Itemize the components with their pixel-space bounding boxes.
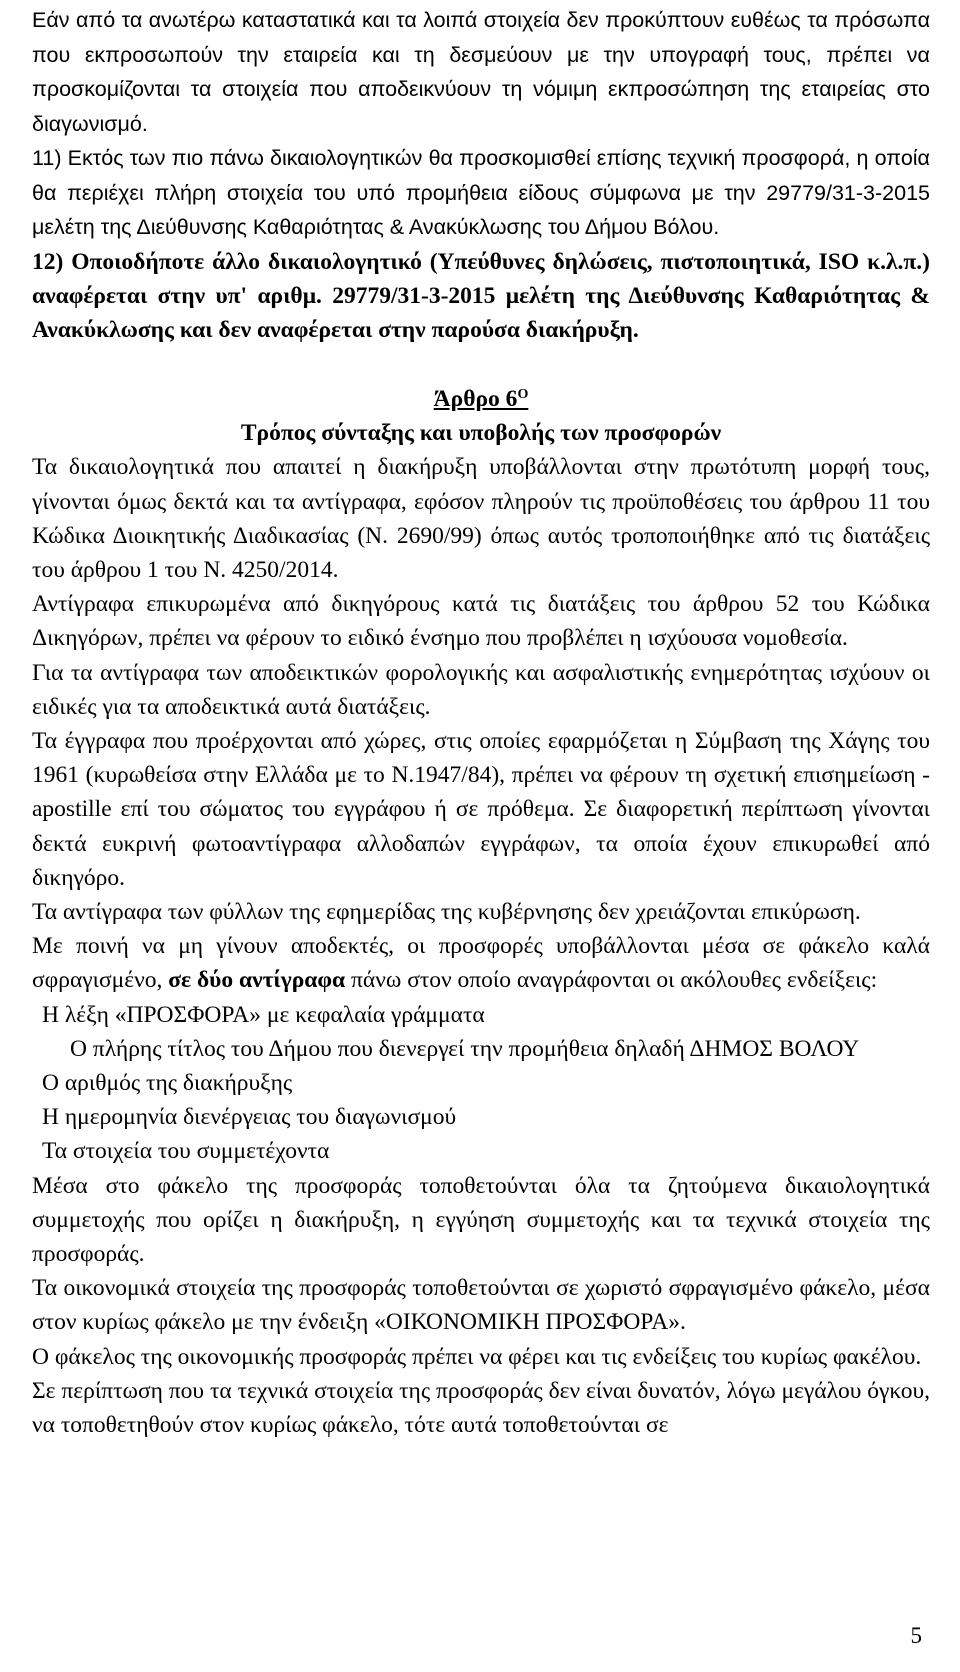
article-title-text: Άρθρο 6 (433, 386, 518, 412)
paragraph-10: Σε περίπτωση που τα τεχνικά στοιχεία της προσφοράς δεν είναι δυνατόν, λόγω μεγάλου όγκου, να τοποθετηθούν στον κυρίως φάκελο, τότε αυτά τοποθετούνται σε (32, 1377, 930, 1439)
indication-4: Η ημερομηνία διενέργειας του διαγωνισμού (42, 1104, 457, 1131)
intro-paragraph: Εάν από τα ανωτέρω καταστατικά και τα λοιπά στοιχεία δεν προκύπτουν ευθέως τα πρόσωπα που εκπροσωπούν την εταιρεία και τη δεσμεύουν με την υπογραφή τους, πρέπει να προσκομίζονται τα στοιχεία που αποδεικνύουν τη νόμιμη εκπροσώπηση της εταιρείας στο διαγωνισμό. (32, 8, 930, 136)
article-heading (32, 378, 930, 416)
article-title-superscript: Ο (517, 387, 529, 402)
item-12-paragraph: 12) Οποιοδήποτε άλλο δικαιολογητικό (Υπεύθυνες δηλώσεις, πιστοποιητικά, ISO κ.λ.π.) αναφέρεται στην υπ' αριθμ. 29779/31-3-2015 μελέτη της Διεύθυνσης Καθαριότητας & Ανακύκλωσης και δεν αναφέρεται στην παρούσα διακήρυξη. (32, 248, 930, 343)
paragraph-9: Ο φάκελος της οικονομικής προσφοράς πρέπει να φέρει και τις ενδείξεις του κυρίως φακέλου. (32, 1343, 922, 1370)
paragraph-5: Τα αντίγραφα των φύλλων της εφημερίδας της κυβέρνησης δεν χρειάζονται επικύρωση. (32, 899, 861, 926)
paragraph-8: Τα οικονομικά στοιχεία της προσφοράς τοποθετούνται σε χωριστό σφραγισμένο φάκελο, μέσα στον κυρίως φάκελο με την ένδειξη «ΟΙΚΟΝΟΜΙΚΗ ΠΡΟΣΦΟΡΑ». (32, 1275, 930, 1336)
paragraph-2: Αντίγραφα επικυρωμένα από δικηγόρους κατά τις διατάξεις του άρθρου 52 του Κώδικα Δικηγόρων, πρέπει να φέρουν το ειδικό ένσημο που προβλέπει η ισχύουσα νομοθεσία. (32, 591, 930, 652)
paragraph-4: Τα έγγραφα που προέρχονται από χώρες, στις οποίες εφαρμόζεται η Σύμβαση της Χάγης του 1961 (κυρωθείσα στην Ελλάδα με το Ν.1947/84), πρέπει να φέρουν τη σχετική επισημείωση -apostille επί του σώματος του εγγράφου ή σε πρόθεμα. Σε διαφορετική περίπτωση γίνονται δεκτά ευκρινή φωτοαντίγραφα αλλοδαπών εγγράφων, τα οποία έχουν επικυρωθεί από δικηγόρο. (32, 728, 930, 891)
page-number: 5 (910, 1623, 922, 1648)
article-section (32, 378, 930, 1442)
indication-2-text: Ο πλήρης τίτλος του Δήμου που διενεργεί την προμήθεια δηλαδή ΔΗΜΟΣ ΒΟΛΟΥ (70, 1035, 860, 1062)
top-section (32, 3, 930, 347)
paragraph-6-end: πάνω στον οποίο αναγράφονται οι ακόλουθες ενδείξεις: (345, 967, 878, 994)
indication-2 (32, 1032, 930, 1066)
indication-1: Η λέξη «ΠΡΟΣΦΟΡΑ» με κεφαλαία γράμματα (42, 1001, 485, 1028)
indication-5: Τα στοιχεία του συμμετέχοντα (42, 1138, 330, 1165)
paragraph-3: Για τα αντίγραφα των αποδεικτικών φορολογικής και ασφαλιστικής ενημερότητας ισχύουν οι ειδικές για τα αποδεικτικά αυτά διατάξεις. (32, 659, 930, 720)
item-11-paragraph: 11) Εκτός των πιο πάνω δικαιολογητικών θα προσκομισθεί επίσης τεχνική προσφορά, η οποία θα περιέχει πλήρη στοιχεία του υπό προμήθεια είδους σύμφωνα με την 29779/31-3-2015 μελέτη της Διεύθυνσης Καθαριότητας & Ανακύκλωσης του Δήμου Βόλου. (32, 146, 930, 239)
paragraph-6-start: Με ποινή να μη γίνουν αποδεκτές, οι προσφορές υποβάλλονται μέσα σε φάκελο καλά σφραγισμένο, (32, 933, 930, 994)
indication-3: Ο αριθμός της διακήρυξης (42, 1070, 293, 1097)
paragraph-1: Τα δικαιολογητικά που απαιτεί η διακήρυξη υποβάλλονται στην πρωτότυπη μορφή τους, γίνονται όμως δεκτά και τα αντίγραφα, εφόσον πληρούν τις προϋποθέσεις του άρθρου 11 του Κώδικα Διοικητικής Διαδικασίας (Ν. 2690/99) όπως αυτός τροποποιήθηκε από τις διατάξεις του άρθρου 1 του Ν. 4250/2014. (32, 454, 930, 584)
article-subtitle: Τρόπος σύνταξης και υποβολής των προσφορών (240, 420, 722, 447)
paragraph-7: Μέσα στο φάκελο της προσφοράς τοποθετούνται όλα τα ζητούμενα δικαιολογητικά συμμετοχής που ορίζει η διακήρυξη, η εγγύηση συμμετοχής και τα τεχνικά στοιχεία της προσφοράς. (32, 1172, 930, 1268)
paragraph-6-bold: σε δύο αντίγραφα (168, 967, 346, 994)
paragraph-6 (32, 929, 930, 997)
article-title (434, 386, 529, 412)
